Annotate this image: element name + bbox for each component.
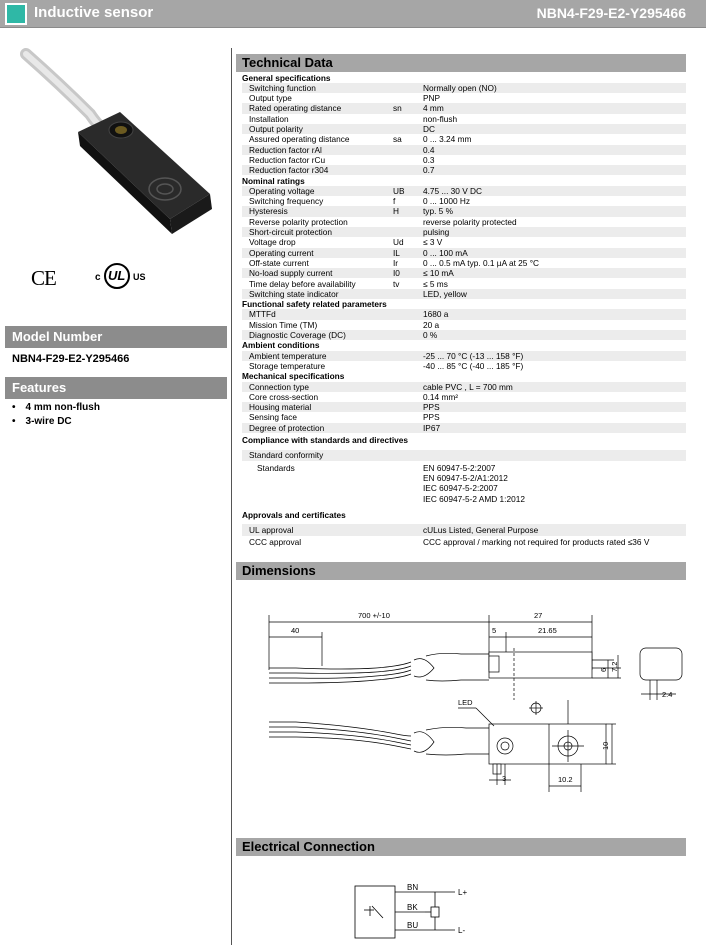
spec-label: Reverse polarity protection [249,216,348,227]
spec-row [242,103,686,113]
spec-value: IP67 [423,422,441,433]
spec-label: Degree of protection [249,422,325,433]
spec-symbol: f [393,196,396,207]
spec-group-title: General specifications [242,72,331,83]
standard-conformity-row [242,450,686,460]
spec-value: ≤ 3 V [423,237,443,248]
standard-item [242,473,686,483]
terminal-l-minus: L- [458,926,466,935]
spec-label: Hysteresis [249,206,288,217]
spec-label: Ambient temperature [249,350,327,361]
dim-5: 5 [492,626,497,635]
spec-row [242,124,686,134]
spec-label: Installation [249,113,289,124]
spec-value: 20 a [423,319,440,330]
approval-value: CCC approval / marking not required for products rated ≤36 V [423,537,650,548]
spec-symbol: Ir [393,257,399,268]
header-bar [0,0,706,28]
approvals-title: Approvals and certificates [242,509,346,520]
spec-value: 4 mm [423,103,444,114]
spec-value: ≤ 10 mA [423,268,454,279]
spec-row [242,165,686,175]
spec-label: Switching state indicator [249,288,339,299]
spec-label: Off-state current [249,257,309,268]
spec-value: 0 ... 0.5 mA typ. 0.1 µA at 25 °C [423,257,540,268]
dimensions-heading: Dimensions [236,562,686,580]
electrical-connection-heading: Electrical Connection [236,838,686,856]
ul-main-label: UL [108,268,126,283]
spec-row [242,134,686,144]
spec-value: ≤ 5 ms [423,278,448,289]
ce-mark: CE [31,266,56,290]
spec-value: PPS [423,402,440,413]
feature-item: • 4 mm non-flush [12,402,100,413]
dim-10: 10 [601,741,610,750]
spec-value: 0 ... 100 mA [423,247,468,258]
standard-value: IEC 60947-5-2 AMD 1:2012 [423,493,525,504]
spec-row [242,196,686,206]
model-number-heading: Model Number [5,326,227,348]
spec-row [242,206,686,216]
standard-value: EN 60947-5-2:2007 [423,462,496,473]
spec-row [242,423,686,433]
spec-value: 0 ... 1000 Hz [423,196,471,207]
spec-value: typ. 5 % [423,206,453,217]
features-heading: Features [5,377,227,399]
spec-row [242,289,686,299]
features-list [12,402,100,430]
spec-label: Assured operating distance [249,134,350,145]
spec-row [242,83,686,93]
dim-strip-length: 40 [291,626,300,635]
spec-row [242,248,686,258]
product-category-title: Inductive sensor [34,4,154,21]
spec-label: Housing material [249,402,312,413]
spec-value: 0.3 [423,154,435,165]
spec-row [242,114,686,124]
feature-item: • 3-wire DC [12,416,100,427]
terminal-l-plus: L+ [458,888,468,897]
spec-group-title: Nominal ratings [242,175,305,186]
standard-conformity-label: Standard conformity [249,450,324,461]
spec-label: Switching frequency [249,196,324,207]
spec-label: Reduction factor rCu [249,154,326,165]
spec-row [242,145,686,155]
spec-row [242,186,686,196]
spec-row [242,279,686,289]
spec-value: Normally open (NO) [423,82,497,93]
spec-symbol: tv [393,278,400,289]
spec-symbol: IL [393,247,400,258]
wire-bn-label: BN [407,883,419,892]
spec-label: Core cross-section [249,391,319,402]
ul-c-label: c [95,272,101,283]
spec-value: pulsing [423,227,450,237]
spec-symbol: sa [393,134,402,145]
dim-cable-length: 700 +/-10 [358,611,390,620]
spec-row [242,227,686,237]
spec-symbol: I0 [393,268,400,279]
spec-row [242,361,686,371]
dim-3: 3 [502,774,507,783]
product-photo [20,44,220,244]
spec-value: -25 ... 70 °C (-13 ... 158 °F) [423,350,524,361]
spec-row [242,309,686,319]
wiring-diagram [350,878,490,945]
spec-label: Operating voltage [249,185,315,196]
spec-row [242,155,686,165]
spec-label: Operating current [249,247,314,258]
spec-value: 0.4 [423,144,435,155]
spec-row [242,330,686,340]
spec-row [242,258,686,268]
spec-row [242,351,686,361]
spec-row [242,382,686,392]
spec-label: Connection type [249,381,309,392]
standard-item [242,463,686,473]
spec-label: Time delay before availability [249,278,356,289]
spec-row [242,217,686,227]
spec-value: 0 % [423,330,438,340]
approval-label: UL approval [249,525,294,536]
spec-group-title: Functional safety related parameters [242,299,387,310]
spec-label: Output polarity [249,124,303,134]
spec-value: 1680 a [423,309,449,320]
spec-value: non-flush [423,113,458,124]
spec-row [242,237,686,247]
standard-item [242,483,686,493]
spec-label: No-load supply current [249,268,333,279]
spec-label: Sensing face [249,412,297,423]
spec-group-title: Mechanical specifications [242,371,345,382]
spec-group-title: Ambient conditions [242,340,320,351]
standard-value: EN 60947-5-2/A1:2012 [423,472,508,483]
technical-data-heading: Technical Data [236,54,686,72]
spec-label: Rated operating distance [249,103,342,114]
spec-label: Short-circuit protection [249,227,333,237]
spec-value: LED, yellow [423,288,467,299]
dimensions-drawing [236,600,696,800]
spec-label: Diagnostic Coverage (DC) [249,330,346,340]
standard-item [242,494,686,504]
spec-label: Storage temperature [249,360,326,371]
model-number-value: NBN4-F29-E2-Y295466 [12,353,130,365]
spec-label: Voltage drop [249,237,296,248]
spec-row [242,93,686,103]
spec-label: MTTFd [249,309,276,320]
wire-bk-label: BK [407,903,418,912]
spec-label: Output type [249,93,292,104]
header-model-number: NBN4-F29-E2-Y295466 [536,5,686,21]
column-divider [231,48,232,945]
spec-symbol: sn [393,103,402,114]
dim-10-2: 10.2 [558,775,573,784]
approval-value: cULus Listed, General Purpose [423,525,539,536]
spec-value: PPS [423,412,440,423]
dim-21-65: 21.65 [538,626,557,635]
spec-value: 0 ... 3.24 mm [423,134,472,145]
spec-value: 0.14 mm² [423,391,459,402]
compliance-title: Compliance with standards and directives [242,435,408,445]
spec-row [242,268,686,278]
led-label: LED [458,698,473,707]
spec-value: reverse polarity protected [423,216,517,227]
spec-value: -40 ... 85 °C (-40 ... 185 °F) [423,360,524,371]
standard-value: IEC 60947-5-2:2007 [423,483,498,494]
spec-label: Reduction factor r304 [249,165,329,176]
brand-logo [5,3,27,25]
standards-label: Standards [257,462,295,473]
spec-symbol: Ud [393,237,404,248]
spec-symbol: H [393,206,399,217]
spec-value: DC [423,124,435,134]
dim-27: 27 [534,611,543,620]
approval-label: CCC approval [249,537,302,548]
spec-row [242,320,686,330]
spec-row [242,392,686,402]
spec-row [242,412,686,422]
dim-7-2: 7.2 [610,661,619,672]
spec-value: PNP [423,93,441,104]
spec-label: Switching function [249,82,316,93]
spec-value: 0.7 [423,165,435,176]
spec-value: 4.75 ... 30 V DC [423,185,483,196]
spec-value: cable PVC , L = 700 mm [423,381,513,392]
approval-row [242,536,686,548]
approval-row [242,524,686,536]
dim-2-4: 2.4 [662,690,673,699]
ul-us-label: US [133,272,146,282]
spec-label: Reduction factor rAl [249,144,322,155]
spec-row [242,402,686,412]
ul-mark [95,263,159,293]
wire-bu-label: BU [407,921,419,930]
spec-symbol: UB [393,185,405,196]
dim-6: 6 [599,667,608,672]
spec-label: Mission Time (TM) [249,319,318,330]
